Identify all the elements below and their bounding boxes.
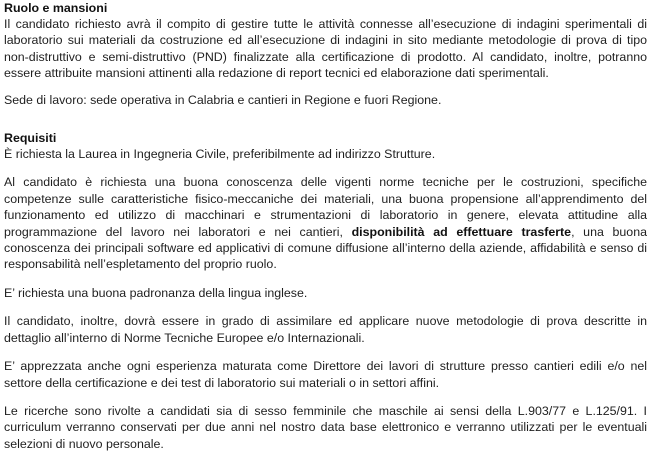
degree-requirement: È richiesta la Laurea in Ingegneria Civile, preferibilmente ad indirizzo Strutture.	[4, 147, 436, 162]
skills-text-start: Al candidato è richiesta una buona conoscenza delle vigenti norme tecniche per le costruzioni, specifiche competenze sulle caratteristiche fisico-meccaniche dei materiali, una buona propensione all’apprendimento del funzionamento ed utilizzo di macchinari e strumentazioni di laboratorio in genere, elevata attitudine alla programmazione del lavoro nei laboratori e nei cantieri,	[4, 175, 647, 239]
requirements-heading: Requisiti	[4, 131, 57, 146]
english-requirement: E’ richiesta una buona padronanza della lingua inglese.	[4, 285, 308, 300]
travel-availability-emphasis: disponibilità ad effettuare trasferte	[351, 224, 572, 239]
methodology-requirement: Il candidato, inoltre, dovrà essere in grado di assimilare ed applicare nuove metodologie di prova descritte in dettaglio all’interno di Norme Tecniche Europee e/o Internazionali.	[4, 314, 647, 345]
role-section	[4, 0, 647, 108]
role-heading: Ruolo e mansioni	[4, 1, 108, 15]
requirements-section	[4, 130, 647, 452]
work-location: Sede di lavoro: sede operativa in Calabria e cantieri in Regione e fuori Regione.	[4, 92, 442, 107]
equal-opportunity-note: Le ricerche sono rivolte a candidati sia di sesso femminile che maschile ai sensi della L.903/77 e L.125/91. I curriculum verranno conservati per due anni nel nostro data base elettronico e verranno utilizzati per le eventuali selezioni di nuovo personale.	[4, 403, 647, 451]
skills-text-end: , una buona conoscenza dei principali software ed applicativi di comune diffusione all’interno della aziende, affidabilità e senso di responsabilità nell’espletamento del proprio ruolo.	[4, 224, 647, 272]
experience-preference: E’ apprezzata anche ogni esperienza maturata come Direttore dei lavori di strutture presso cantieri edili e/o nel settore della certificazione e dei test di laboratorio sui materiali o in settori affini.	[4, 359, 647, 390]
role-description: Il candidato richiesto avrà il compito di gestire tutte le attività connesse all’esecuzione di indagini sperimentali di laboratorio sui materiali da costruzione ed all’esecuzione di indagini in sito mediante metodologie di prova di tipo non-distruttivo e semi-distruttivo (PND) finalizzate alla certificazione di prodotto. Al candidato, inoltre, potranno essere attribuite mansioni attinenti alla redazione di report tecnici ed elaborazione dati sperimentali.	[4, 17, 647, 81]
skills-requirement	[4, 174, 647, 272]
job-description-document	[4, 0, 647, 452]
